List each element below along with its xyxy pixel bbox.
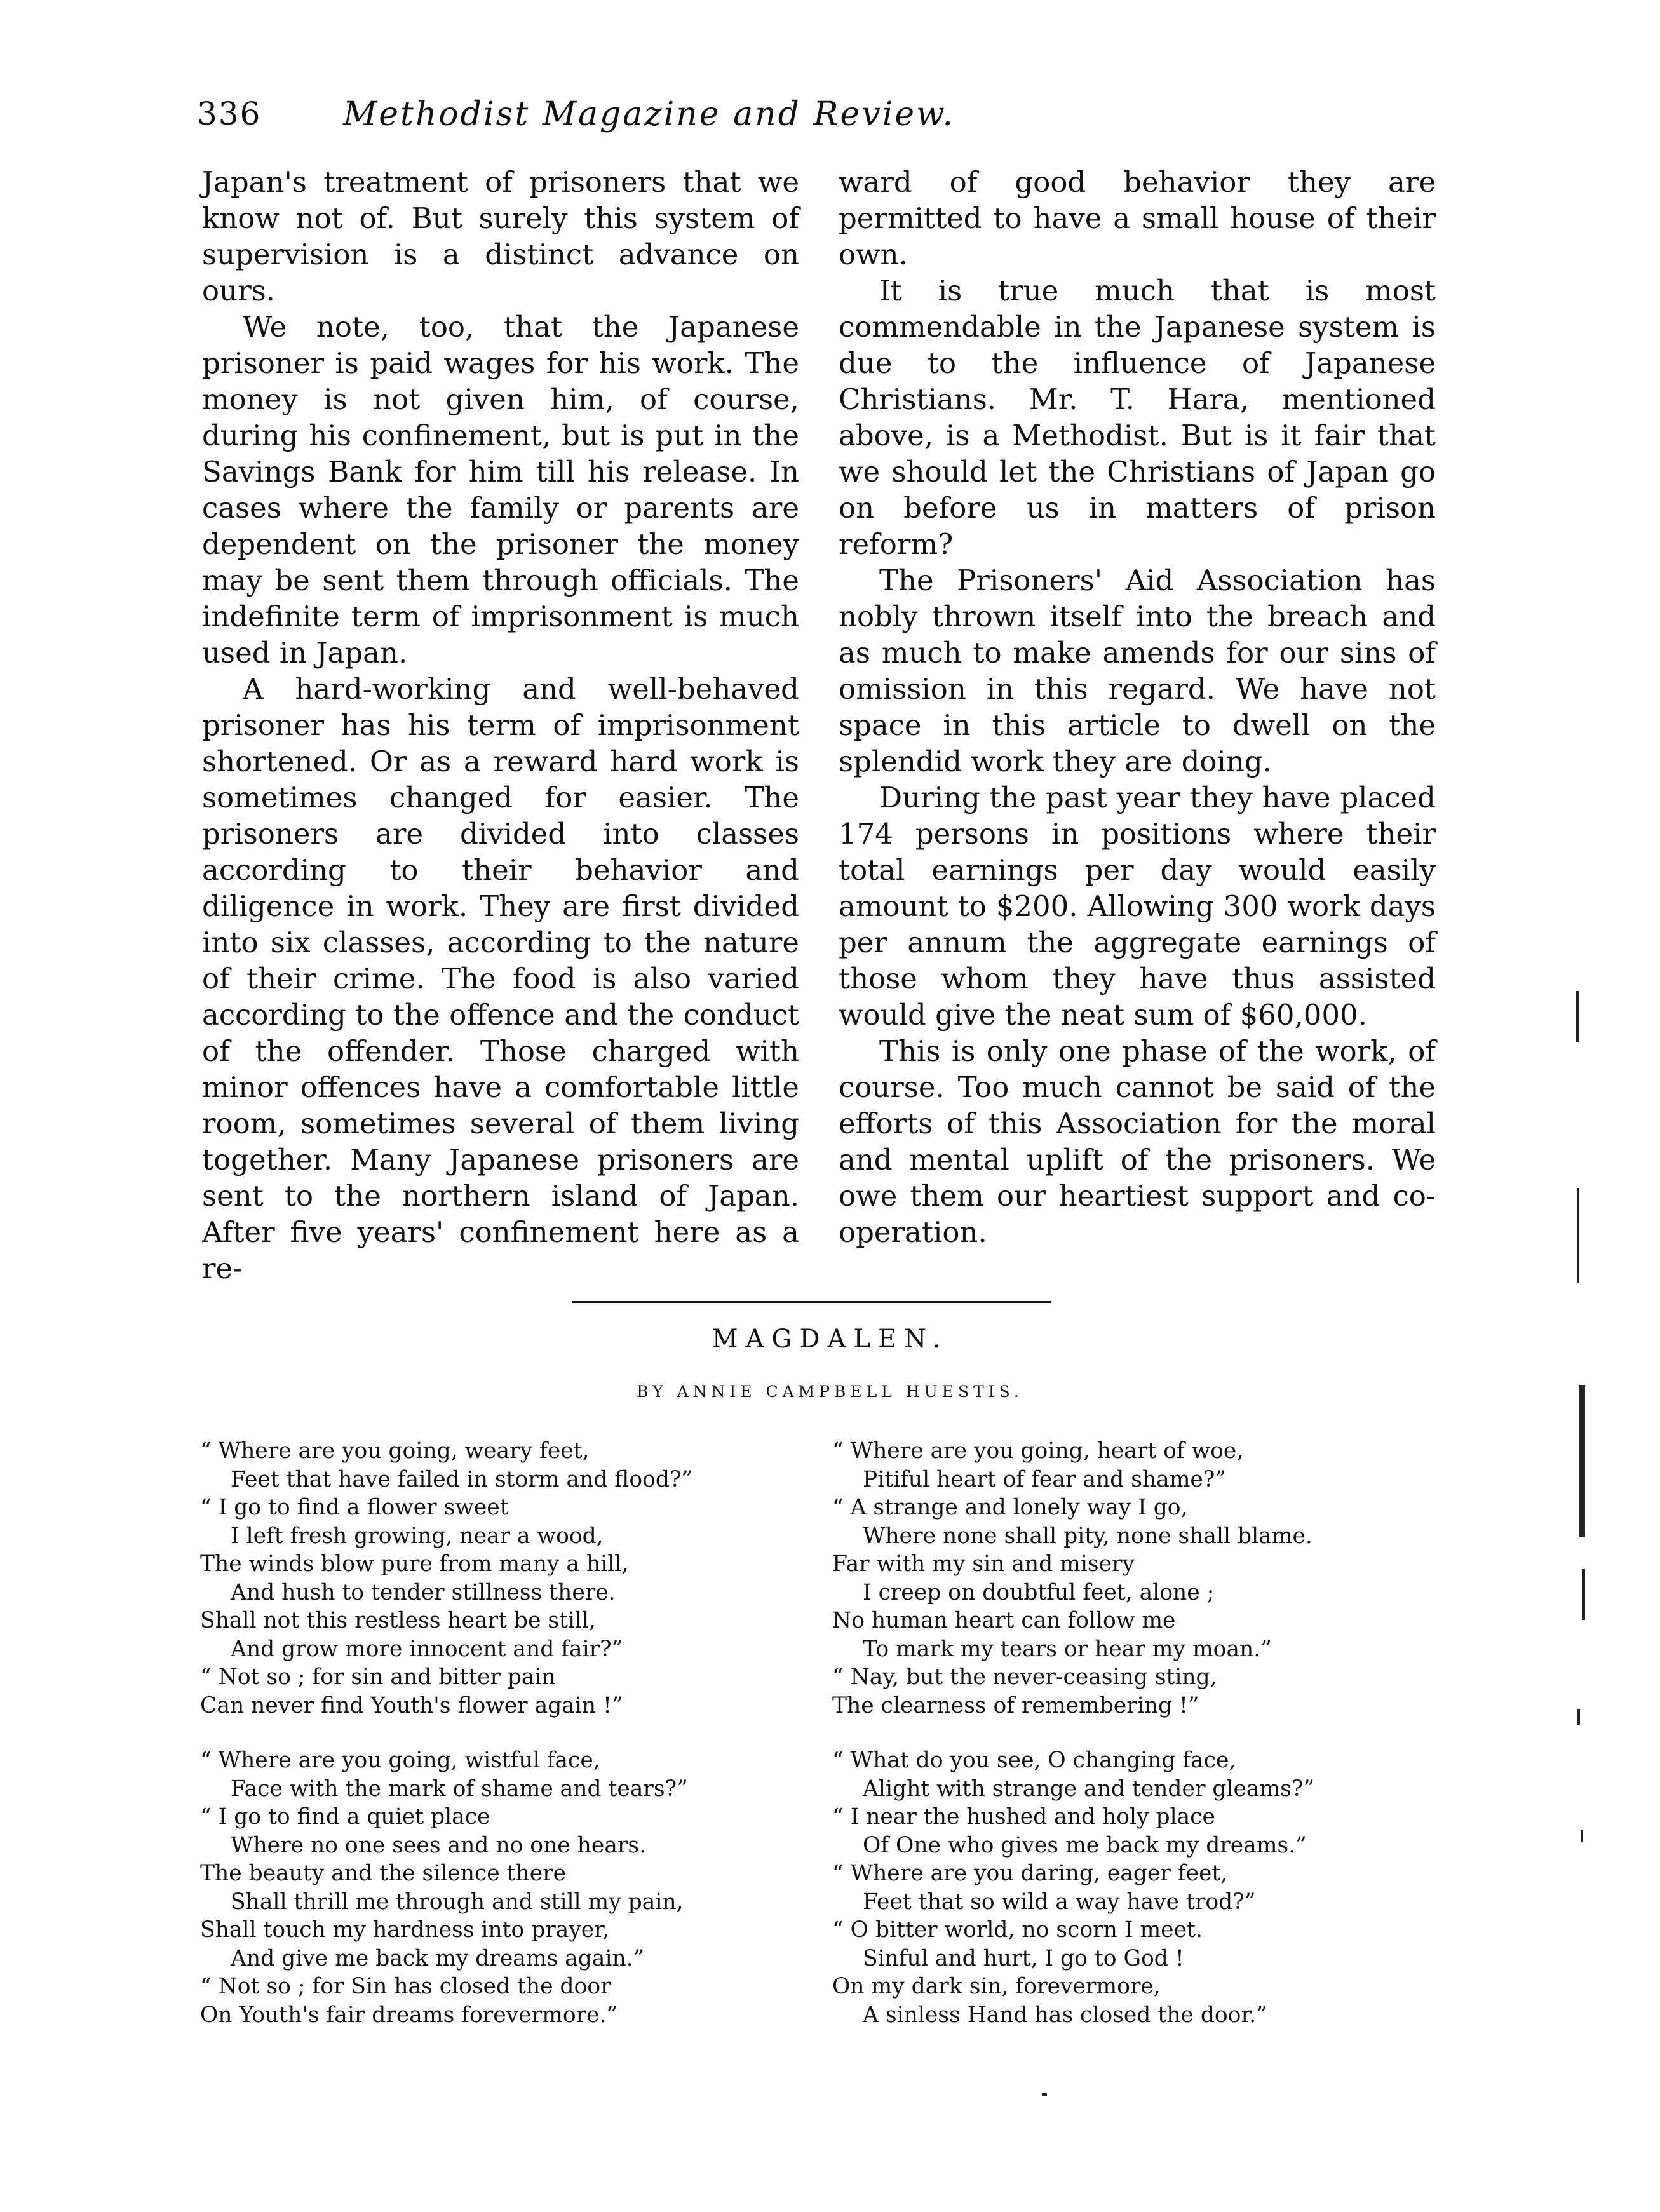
poem-line: And grow more innocent and fair?” <box>231 1636 623 1662</box>
poem-right-column <box>832 1437 1442 2056</box>
poem-stanza <box>832 1746 1442 2029</box>
poem-line: On Youth's fair dreams forevermore.” <box>200 2002 618 2028</box>
poem-line: The clearness of remembering !” <box>832 1692 1199 1718</box>
poem-line: Where none shall pity, none shall blame. <box>863 1523 1312 1549</box>
poem-line: Alight with strange and tender gleams?” <box>863 1776 1315 1802</box>
article-body <box>202 164 1438 1288</box>
poem-line: Sinful and hurt, I go to God ! <box>863 1945 1184 1971</box>
scan-artifact <box>1042 2093 1047 2096</box>
poem-line: Feet that so wild a way have trod?” <box>863 1889 1256 1915</box>
poem-line: To mark my tears or hear my moan.” <box>863 1636 1272 1662</box>
paragraph: This is only one phase of the work, of course. Too much cannot be said of the efforts of this Association for the moral and mental uplift of the prisoners. We owe them our heartiest support and co-operation. <box>839 1034 1436 1249</box>
poem-title: MAGDALEN. <box>712 1325 948 1354</box>
paragraph: We note, too, that the Japanese prisoner is paid wages for his work. The money is not given him, of course, during his confinement, but is put in the Savings Bank for him till his release. In cases where the family or parents are dependent on the prisoner the money may be sent them through officials. The indefinite term of imprisonment is much used in Japan. <box>202 310 799 670</box>
poem-line: I left fresh growing, near a wood, <box>231 1523 604 1549</box>
paragraph: It is true much that is most commendable in the Japanese system is due to the influence of Japanese Christians. Mr. T. Hara, mentioned above, is a Methodist. But is it fair that we should let the Christians of Japan go on before us in matters of prison reform? <box>839 274 1436 561</box>
paragraph: ward of good behavior they are permitted to have a small house of their own. <box>839 165 1436 271</box>
poem-line: Feet that have failed in storm and flood?” <box>231 1466 693 1492</box>
paragraph: During the past year they have placed 174 persons in positions where their total earnings per day would easily amount to $200. Allowing 300 work days per annum the aggregate earnings of those whom they have thus assisted would give the neat sum of $60,000. <box>839 781 1436 1032</box>
poem-line: “ Where are you daring, eager feet, <box>832 1861 1228 1886</box>
poem-line: Of One who gives me back my dreams.” <box>863 1832 1307 1858</box>
paragraph: Japan's treatment of prisoners that we know not of. But surely this system of supervision is a distinct advance on ours. <box>202 165 799 307</box>
poem-line: And hush to tender stillness there. <box>231 1579 616 1605</box>
scan-artifact <box>1582 1569 1585 1620</box>
poem-line: On my dark sin, forevermore, <box>832 1974 1161 1999</box>
poem-line: “ Not so ; for sin and bitter pain <box>200 1664 556 1690</box>
poem-line: Shall not this restless heart be still, <box>200 1608 597 1633</box>
article-right-column <box>839 164 1436 1250</box>
poem-line: “ Nay, but the never-ceasing sting, <box>832 1664 1217 1690</box>
poem-line: “ Where are you going, wistful face, <box>200 1748 600 1773</box>
magazine-title: Methodist Magazine and Review. <box>343 95 955 133</box>
poem-line: Far with my sin and misery <box>832 1551 1135 1577</box>
poem-line: Where no one sees and no one hears. <box>231 1832 647 1858</box>
page-number: 336 <box>197 95 262 132</box>
poem-line: “ Where are you going, weary feet, <box>200 1438 590 1464</box>
poem-line: “ Not so ; for Sin has closed the door <box>200 1974 611 1999</box>
poem-line: A sinless Hand has closed the door.” <box>863 2002 1267 2028</box>
scan-artifact <box>1579 1385 1585 1537</box>
poem-stanza <box>200 1437 810 1720</box>
poem-line: Shall thrill me through and still my pain, <box>231 1889 684 1915</box>
poem-line: “ I go to find a flower sweet <box>200 1495 509 1520</box>
scan-artifact <box>1577 1188 1579 1283</box>
poem-line: Shall touch my hardness into prayer, <box>200 1917 609 1943</box>
section-divider <box>572 1301 1051 1303</box>
scan-artifact <box>1576 991 1579 1042</box>
poem-line: “ I near the hushed and holy place <box>832 1804 1215 1830</box>
poem-line: And give me back my dreams again.” <box>231 1945 645 1971</box>
poem-line: Face with the mark of shame and tears?” <box>231 1776 688 1802</box>
poem-line: Pitiful heart of fear and shame?” <box>863 1466 1226 1492</box>
poem-line: No human heart can follow me <box>832 1608 1176 1633</box>
poem-line: “ A strange and lonely way I go, <box>832 1495 1188 1520</box>
poem-line: The beauty and the silence there <box>200 1861 567 1886</box>
poem-line: I creep on doubtful feet, alone ; <box>863 1579 1215 1605</box>
scan-artifact <box>1581 1830 1583 1842</box>
poem-line: “ I go to find a quiet place <box>200 1804 490 1830</box>
poem-stanza <box>200 1746 810 2029</box>
poem-line: Can never find Youth's flower again !” <box>200 1692 623 1718</box>
paragraph: A hard-working and well-behaved prisoner has his term of imprisonment shortened. Or as a reward hard work is sometimes changed for easier. The prisoners are divided into classes according to their behavior and diligence in work. They are first divided into six classes, according to the nature of their crime. The food is also varied according to the offence and the conduct of the offender. Those charged with minor offences have a comfortable little room, sometimes several of them living together. Many Japanese prisoners are sent to the northern island of Japan. After five years' confinement here as a re- <box>202 672 799 1285</box>
scan-artifact <box>1577 1709 1580 1725</box>
poem-line: “ O bitter world, no scorn I meet. <box>832 1917 1203 1943</box>
poem-left-column <box>200 1437 810 2056</box>
poem-line: “ Where are you going, heart of woe, <box>832 1438 1244 1464</box>
poem-line: “ What do you see, O changing face, <box>832 1748 1236 1773</box>
poem-stanza <box>832 1437 1442 1720</box>
running-head <box>197 95 1101 146</box>
poem-author: BY ANNIE CAMPBELL HUESTIS. <box>637 1382 1023 1401</box>
paragraph: The Prisoners' Aid Association has nobly thrown itself into the breach and as much to make amends for our sins of omission in this regard. We have not space in this article to dwell on the splendid work they are doing. <box>839 563 1436 778</box>
poem-line: The winds blow pure from many a hill, <box>200 1551 629 1577</box>
article-left-column <box>202 164 799 1286</box>
